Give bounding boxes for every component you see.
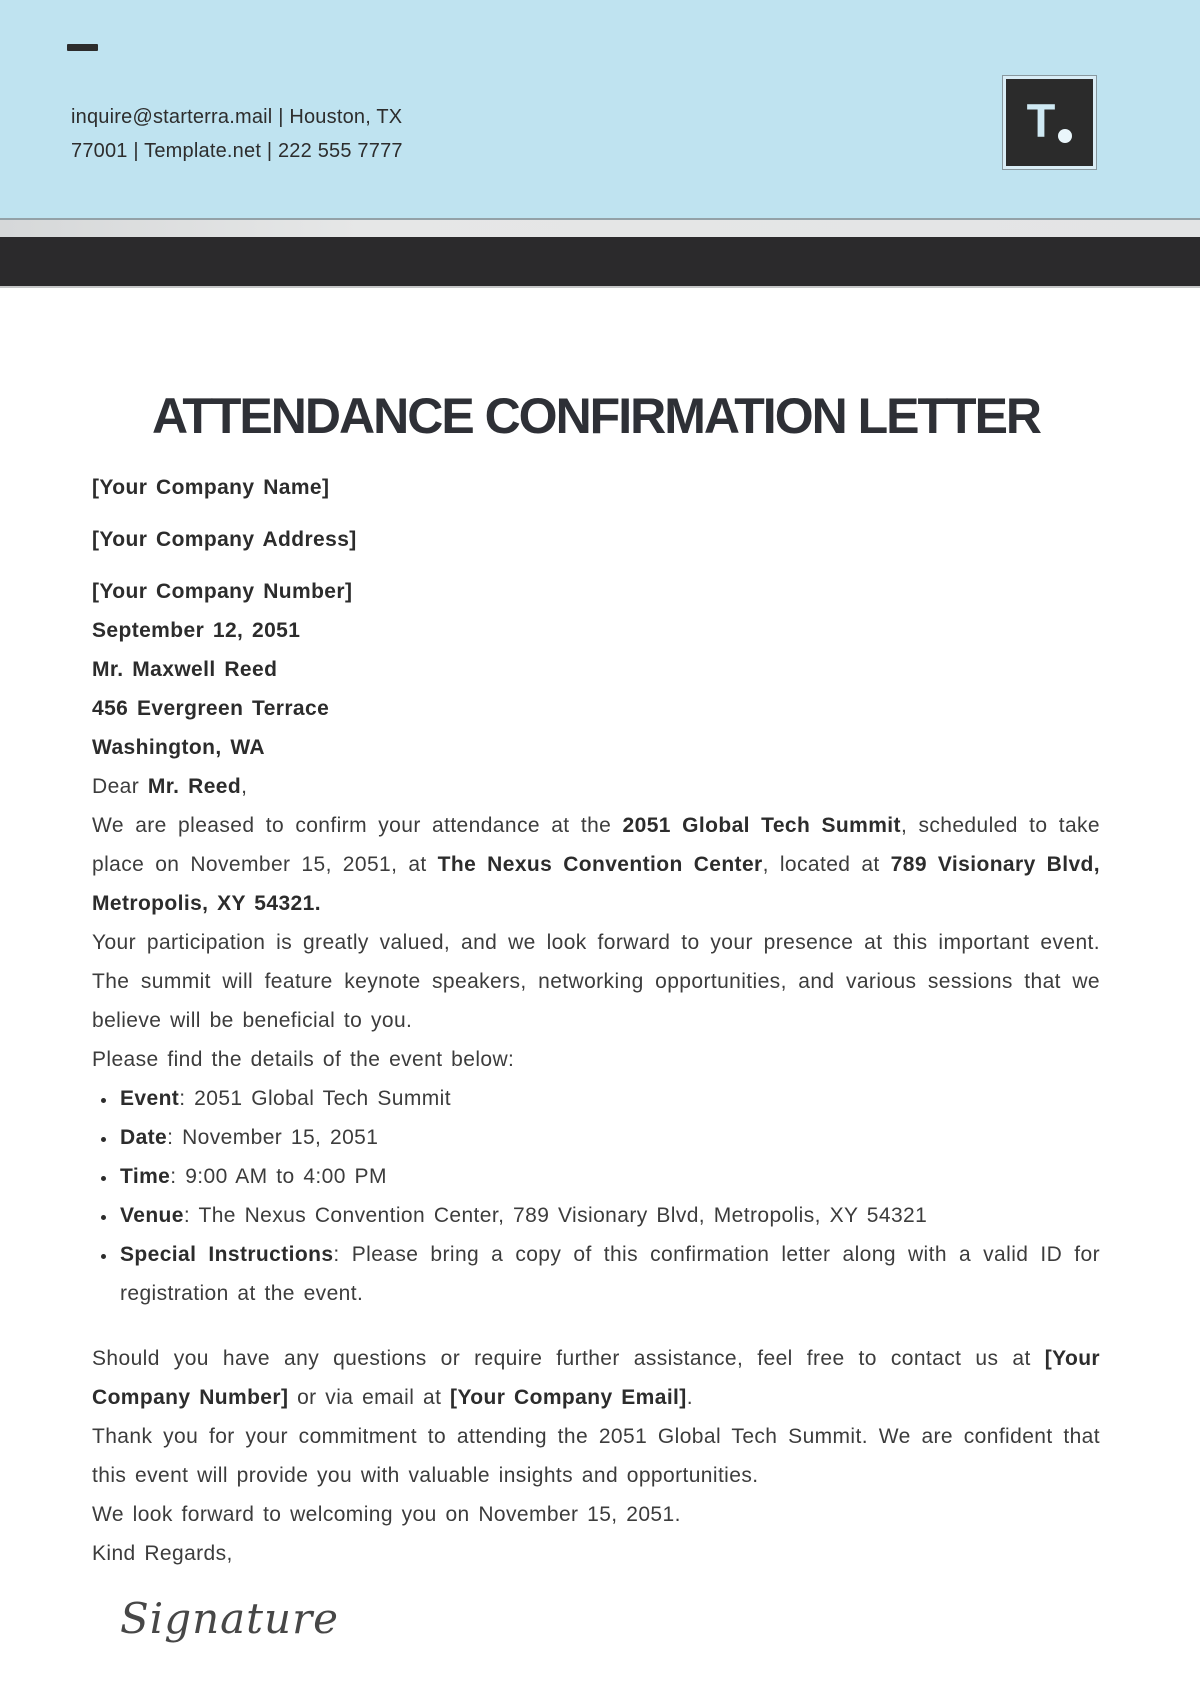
detail-date: • Date: November 15, 2051: [118, 1118, 1100, 1157]
letter-body: [0, 390, 1200, 1643]
paragraph-contact: Should you have any questions or require further assistance, feel free to contact us at [Your Company Number] or via email at [Your Company Email].: [92, 1347, 1100, 1409]
logo-dot-icon: [1058, 129, 1072, 143]
letter-title: ATTENDANCE CONFIRMATION LETTER: [151, 388, 1041, 444]
recipient-city: Washington, WA: [92, 736, 265, 759]
detail-time: • Time: 9:00 AM to 4:00 PM: [118, 1157, 1100, 1196]
paragraph-confirmation: We are pleased to confirm your attendance at the 2051 Global Tech Summit, scheduled to take place on November 15, 2051, at The Nexus Convention Center, located at 789 Visionary Blvd, Metropolis, XY 54321.: [92, 814, 1101, 915]
salutation: Dear Mr. Reed,: [92, 775, 248, 798]
signature-script: Signature: [120, 1594, 340, 1643]
recipient-name: Mr. Maxwell Reed: [92, 658, 278, 681]
paragraph-thanks: Thank you for your commitment to attending the 2051 Global Tech Summit. We are confident that this event will provide you with valuable insights and opportunities.: [92, 1425, 1100, 1487]
divider-band-dark: [0, 237, 1200, 288]
contact-line-1: inquire@starterra.mail | Houston, TX: [71, 106, 403, 128]
logo-letter: T: [1026, 94, 1056, 147]
signoff: Kind Regards,: [92, 1542, 233, 1565]
company-number-line: [Your Company Number]: [92, 580, 353, 603]
paragraph-participation: Your participation is greatly valued, and we look forward to your presence at this important event. The summit will feature keynote speakers, networking opportunities, and various sessions that we believe will be beneficial to you.: [92, 931, 1100, 1032]
details-intro: Please find the details of the event below:: [92, 1048, 515, 1071]
template-net-logo: [1003, 76, 1096, 169]
recipient-street: 456 Evergreen Terrace: [92, 697, 330, 720]
divider-band-gray: [0, 218, 1200, 237]
company-name-line: [Your Company Name]: [92, 476, 330, 499]
letter-date: September 12, 2051: [92, 619, 301, 642]
contact-info: [71, 100, 403, 168]
detail-event: • Event: 2051 Global Tech Summit: [118, 1079, 1100, 1118]
detail-special-instructions: • Special Instructions: Please bring a copy of this confirmation letter along with a valid ID for registration at the event.: [118, 1235, 1100, 1313]
letterhead: [0, 0, 1200, 218]
detail-venue: • Venue: The Nexus Convention Center, 789 Visionary Blvd, Metropolis, XY 54321: [118, 1196, 1100, 1235]
dash-decoration: [67, 44, 98, 51]
company-address-line: [Your Company Address]: [92, 528, 357, 551]
contact-line-2: 77001 | Template.net | 222 555 7777: [71, 140, 403, 162]
paragraph-welcome: We look forward to welcoming you on November 15, 2051.: [92, 1503, 681, 1526]
event-details-list: [92, 1079, 1100, 1313]
